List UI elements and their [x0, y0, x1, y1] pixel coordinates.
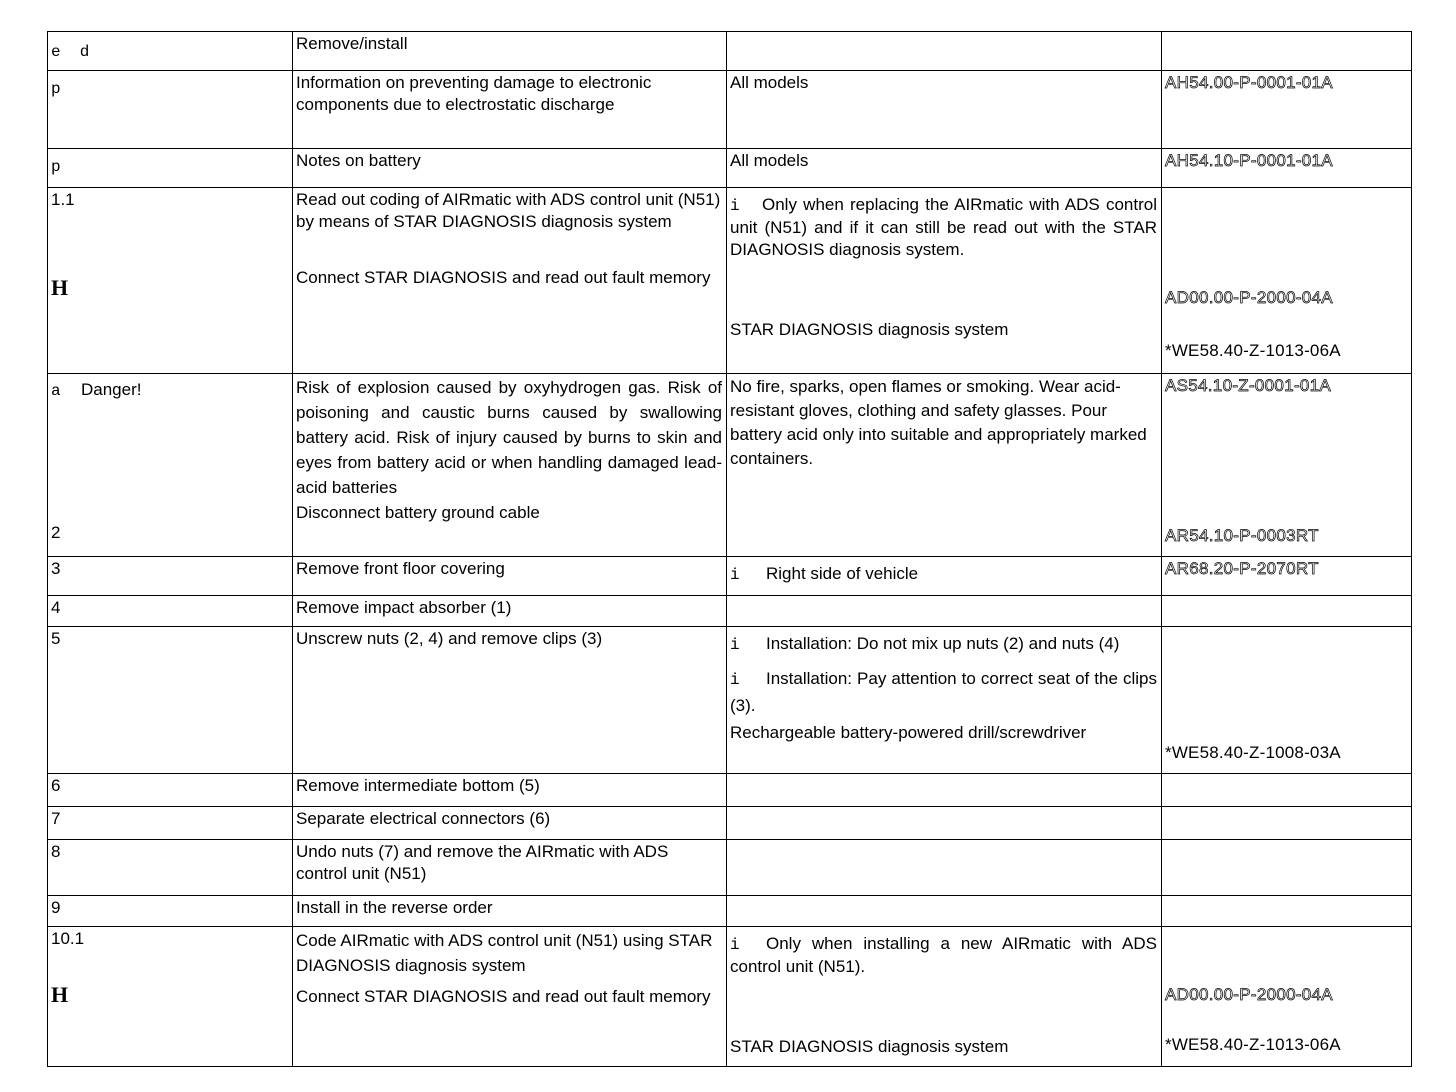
desc-cell	[293, 927, 727, 1067]
step-label: 1.1	[51, 190, 75, 209]
step-cell	[48, 807, 293, 840]
desc-cell	[293, 596, 727, 627]
note-text: Right side of vehicle	[766, 564, 919, 583]
tool-reference-link[interactable]: *WE58.40-Z-1008-03A	[1165, 743, 1341, 762]
reference-link[interactable]: AS54.10-Z-0001-01A	[1165, 376, 1332, 395]
step-label: p	[51, 158, 61, 176]
note-cell	[727, 807, 1162, 840]
table-row	[48, 557, 1412, 596]
ref-cell	[1162, 32, 1412, 71]
table-row	[48, 807, 1412, 840]
step-label: 8	[51, 842, 61, 861]
note-cell	[727, 32, 1162, 71]
note-cell	[727, 374, 1162, 557]
note-cell	[727, 627, 1162, 774]
desc-cell	[293, 374, 727, 557]
step-description: Remove front floor covering	[296, 559, 505, 578]
h-symbol-icon: H	[51, 275, 69, 300]
table-row	[48, 927, 1412, 1067]
note-text: Installation: Do not mix up nuts (2) and nuts (4)	[766, 634, 1120, 653]
table-row	[48, 374, 1412, 557]
desc-cell	[293, 149, 727, 188]
step-label: 6	[51, 776, 61, 795]
note-cell	[727, 188, 1162, 374]
tool-text: STAR DIAGNOSIS diagnosis system	[730, 1037, 1009, 1056]
desc-cell	[293, 557, 727, 596]
warning-icon: a	[51, 382, 61, 400]
step-cell	[48, 596, 293, 627]
table-row	[48, 840, 1412, 896]
ref-cell	[1162, 840, 1412, 896]
h-symbol-icon: H	[51, 982, 69, 1007]
tool-text: Rechargeable battery-powered drill/screwdriver	[730, 723, 1087, 742]
step-description: Remove/install	[296, 34, 408, 53]
step-description: Remove intermediate bottom (5)	[296, 776, 540, 795]
info-icon: i	[730, 671, 740, 689]
ref-cell	[1162, 188, 1412, 374]
ref-cell	[1162, 71, 1412, 149]
ref-cell	[1162, 149, 1412, 188]
step-description: Notes on battery	[296, 151, 421, 170]
step-label: 10.1	[51, 929, 85, 948]
table-row	[48, 149, 1412, 188]
step-cell	[48, 71, 293, 149]
step-cell	[48, 188, 293, 374]
step-label: 7	[51, 809, 61, 828]
step-cell	[48, 374, 293, 557]
note-cell	[727, 557, 1162, 596]
ref-cell	[1162, 927, 1412, 1067]
step-description: Remove impact absorber (1)	[296, 598, 512, 617]
note-text: Installation: Pay attention to correct seat of the clips (3).	[730, 669, 1157, 715]
step-cell	[48, 896, 293, 927]
step-description: Information on preventing damage to electronic components due to electrostatic discharge	[296, 73, 652, 114]
desc-cell	[293, 188, 727, 374]
note-text: All models	[730, 151, 809, 170]
step-label: 5	[51, 629, 61, 648]
table-row	[48, 32, 1412, 71]
procedure-table	[47, 31, 1412, 1067]
table-row	[48, 627, 1412, 774]
note-cell	[727, 596, 1162, 627]
table-row	[48, 71, 1412, 149]
danger-label: Danger!	[81, 380, 142, 399]
reference-link[interactable]: AD00.00-P-2000-04A	[1165, 288, 1333, 307]
info-icon: i	[730, 566, 740, 584]
step-substep: Connect STAR DIAGNOSIS and read out fault memory	[296, 987, 711, 1006]
step-label: 4	[51, 598, 61, 617]
ref-cell	[1162, 374, 1412, 557]
step-substep: Connect STAR DIAGNOSIS and read out fault memory	[296, 268, 711, 287]
desc-cell	[293, 840, 727, 896]
note-cell	[727, 71, 1162, 149]
table-row	[48, 896, 1412, 927]
ref-cell	[1162, 774, 1412, 807]
note-cell	[727, 774, 1162, 807]
step-description: Disconnect battery ground cable	[296, 503, 540, 522]
reference-link[interactable]: AR68.20-P-2070RT	[1165, 559, 1319, 578]
step-description: Undo nuts (7) and remove the AIRmatic with ADS control unit (N51)	[296, 842, 669, 883]
info-icon: i	[730, 636, 740, 654]
note-text: Only when installing a new AIRmatic with ADS control unit (N51).	[730, 934, 1157, 976]
step-cell	[48, 32, 293, 71]
reference-link[interactable]: AH54.00-P-0001-01A	[1165, 73, 1333, 92]
ref-cell	[1162, 896, 1412, 927]
ref-cell	[1162, 596, 1412, 627]
desc-cell	[293, 807, 727, 840]
note-cell	[727, 896, 1162, 927]
note-cell	[727, 149, 1162, 188]
note-cell	[727, 840, 1162, 896]
step-cell	[48, 627, 293, 774]
step-cell	[48, 840, 293, 896]
note-text: No fire, sparks, open flames or smoking. Wear acid-resistant gloves, clothing and safety glasses. Pour battery acid only into suitable and appropriately marked containers.	[730, 377, 1147, 468]
step-label: 9	[51, 898, 61, 917]
table-row	[48, 774, 1412, 807]
info-icon: i	[730, 197, 740, 215]
step-label: 2	[51, 523, 61, 542]
note-text: Only when replacing the AIRmatic with ADS control unit (N51) and if it can still be read out with the STAR DIAGNOSIS diagnosis system.	[730, 195, 1157, 259]
info-icon: i	[730, 936, 740, 954]
desc-cell	[293, 774, 727, 807]
tool-reference-link[interactable]: *WE58.40-Z-1013-06A	[1165, 341, 1341, 360]
table-row	[48, 188, 1412, 374]
desc-cell	[293, 71, 727, 149]
table-row	[48, 596, 1412, 627]
step-cell	[48, 774, 293, 807]
tool-text: STAR DIAGNOSIS diagnosis system	[730, 320, 1009, 339]
step-description: Separate electrical connectors (6)	[296, 809, 551, 828]
step-description: Unscrew nuts (2, 4) and remove clips (3)	[296, 629, 603, 648]
desc-cell	[293, 32, 727, 71]
step-label: 3	[51, 559, 61, 578]
step-label: p	[51, 80, 61, 98]
step-cell	[48, 557, 293, 596]
step-label: e d	[51, 43, 90, 61]
reference-link[interactable]: AH54.10-P-0001-01A	[1165, 151, 1333, 170]
step-description: Install in the reverse order	[296, 898, 493, 917]
ref-cell	[1162, 557, 1412, 596]
step-cell	[48, 149, 293, 188]
desc-cell	[293, 896, 727, 927]
note-cell	[727, 927, 1162, 1067]
ref-cell	[1162, 807, 1412, 840]
tool-reference-link[interactable]: *WE58.40-Z-1013-06A	[1165, 1035, 1341, 1054]
step-cell	[48, 927, 293, 1067]
step-description: Read out coding of AIRmatic with ADS control unit (N51) by means of STAR DIAGNOSIS diagnosis system	[296, 190, 721, 231]
note-text: All models	[730, 73, 809, 92]
step-description: Code AIRmatic with ADS control unit (N51) using STAR DIAGNOSIS diagnosis system	[296, 931, 713, 975]
ref-cell	[1162, 627, 1412, 774]
reference-link[interactable]: AD00.00-P-2000-04A	[1165, 985, 1333, 1004]
desc-cell	[293, 627, 727, 774]
danger-description: Risk of explosion caused by oxyhydrogen gas. Risk of poisoning and caustic burns caused by swallowing battery acid. Risk of injury caused by burns to skin and eyes from battery acid or when handling damaged lead-acid batteries	[296, 378, 722, 497]
reference-link[interactable]: AR54.10-P-0003RT	[1165, 526, 1319, 545]
